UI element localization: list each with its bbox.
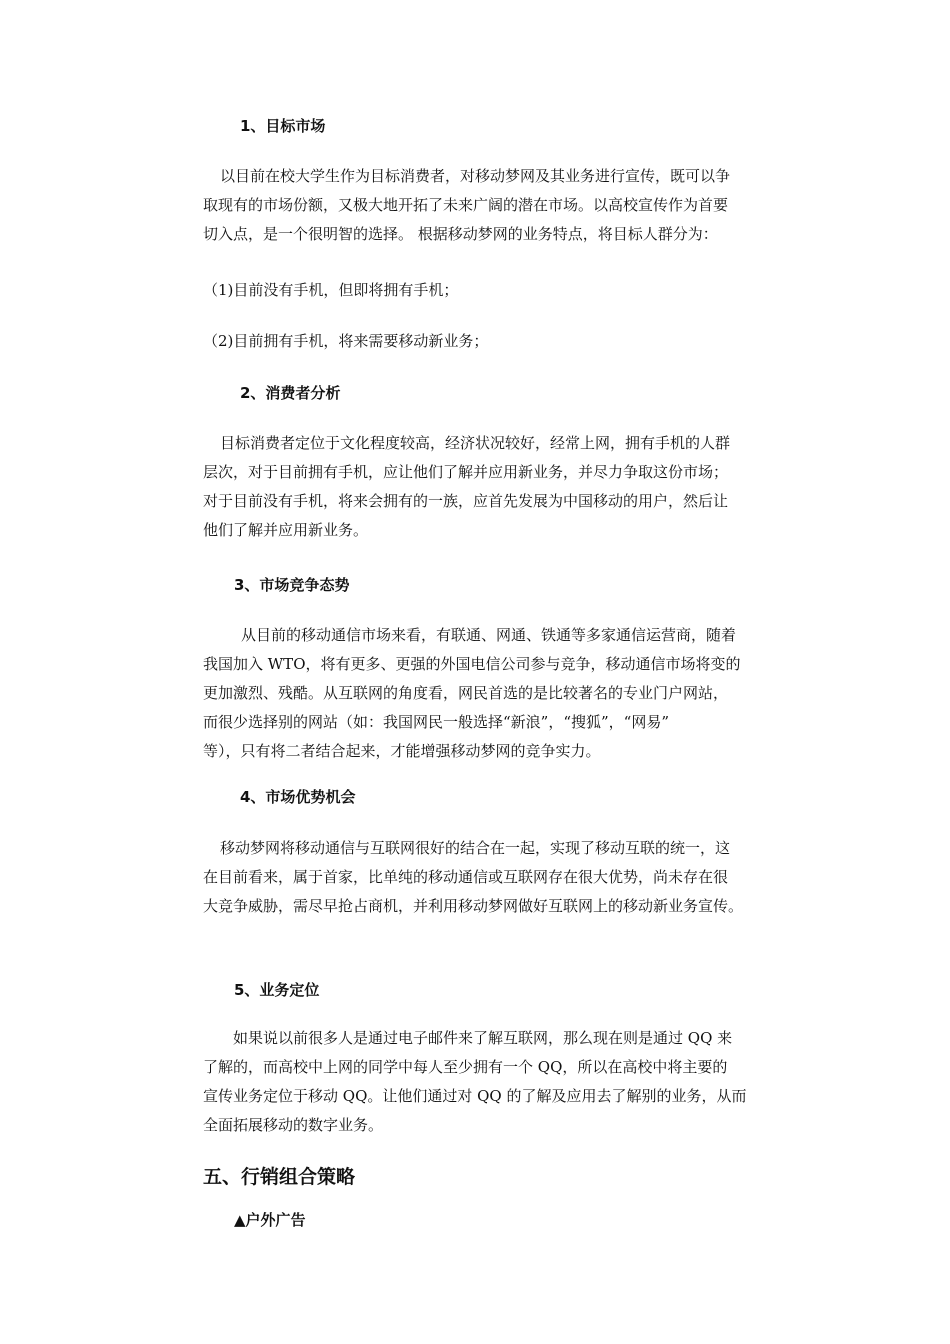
- text-line: 如果说以前很多人是通过电子邮件来了解互联网，那么现在则是通过 QQ 来: [233, 1029, 733, 1047]
- text-line: 以目前在校大学生作为目标消费者，对移动梦网及其业务进行宣传，既可以争: [220, 167, 731, 185]
- target-group-item-1: （1)目前没有手机，但即将拥有手机；: [203, 281, 459, 299]
- text-line: 移动梦网将移动通信与互联网很好的结合在一起，实现了移动互联的统一，这: [220, 839, 731, 857]
- section-5-paragraph: [203, 1024, 768, 1140]
- text-line: 切入点，是一个很明智的选择。 根据移动梦网的业务特点，将目标人群分为：: [203, 225, 718, 243]
- section-3-paragraph: [203, 621, 768, 766]
- chapter-title: 五、行销组合策略: [203, 1166, 356, 1188]
- text-line: 更加激烈、残酷。从互联网的角度看，网民首选的是比较著名的专业门户网站，: [203, 684, 729, 702]
- text-line: 他们了解并应用新业务。: [203, 521, 369, 539]
- text-line: 从目前的移动通信市场来看，有联通、网通、铁通等多家通信运营商，随着: [241, 626, 737, 644]
- section-4-paragraph: [203, 834, 768, 921]
- text-line: 我国加入 WTO，将有更多、更强的外国电信公司参与竞争，移动通信市场将变的: [203, 655, 741, 673]
- text-line: 等），只有将二者结合起来，才能增强移动梦网的竞争实力。: [203, 742, 601, 760]
- text-line: 宣传业务定位于移动 QQ。让他们通过对 QQ 的了解及应用去了解别的业务，从而: [203, 1087, 747, 1105]
- section-1-paragraph: [203, 162, 768, 249]
- text-line: 目标消费者定位于文化程度较高，经济状况较好，经常上网，拥有手机的人群: [220, 434, 731, 452]
- section-4-heading: 4、市场优势机会: [240, 788, 356, 806]
- text-line: 层次，对于目前拥有手机，应让他们了解并应用新业务，并尽力争取这份市场；: [203, 463, 729, 481]
- text-line: 大竞争威胁，需尽早抢占商机，并利用移动梦网做好互联网上的移动新业务宣传。: [203, 897, 744, 915]
- section-2-paragraph: [203, 429, 768, 545]
- text-line: 取现有的市场份额，又极大地开拓了未来广阔的潜在市场。以高校宣传作为首要: [203, 196, 729, 214]
- text-line: 了解的，而高校中上网的同学中每人至少拥有一个 QQ，所以在高校中将主要的: [203, 1058, 728, 1076]
- section-1-heading: 1、目标市场: [240, 117, 326, 135]
- text-line: 在目前看来，属于首家，比单纯的移动通信或互联网存在很大优势，尚未存在很: [203, 868, 729, 886]
- section-2-heading: 2、消费者分析: [240, 384, 341, 402]
- outdoor-ads-heading: ▲户外广告: [234, 1211, 306, 1229]
- text-line: 全面拓展移动的数字业务。: [203, 1116, 384, 1134]
- text-line: 对于目前没有手机，将来会拥有的一族，应首先发展为中国移动的用户，然后让: [203, 492, 729, 510]
- section-3-heading: 3、市场竞争态势: [234, 576, 350, 594]
- text-line: 而很少选择别的网站（如：我国网民一般选择“新浪”，“搜狐”，“网易”: [203, 713, 670, 731]
- target-group-item-2: （2)目前拥有手机，将来需要移动新业务；: [203, 332, 489, 350]
- section-5-heading: 5、业务定位: [234, 981, 320, 999]
